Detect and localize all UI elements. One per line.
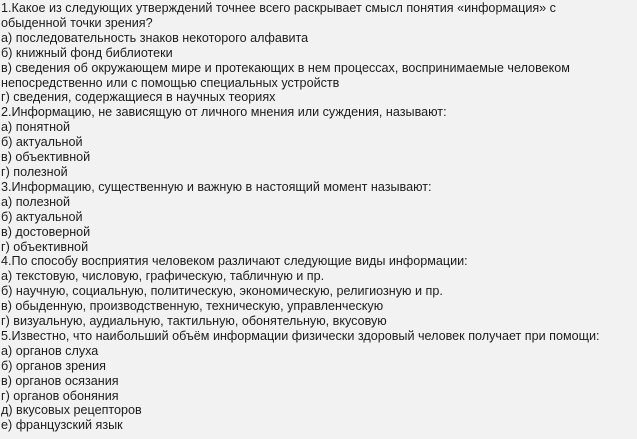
answer-option [1,150,635,165]
answer-option [1,225,635,240]
answer-option-text: б) органов зрения [1,358,106,373]
answer-option [1,31,635,46]
answer-option-text: г) сведения, содержащиеся в научных теориях [1,90,276,105]
answer-option [1,120,635,135]
answer-option [1,195,635,210]
question-text: 4.По способу восприятия человеком различают следующие виды информации: [1,254,468,269]
question-block [1,329,635,433]
answer-option-text: а) понятной [1,120,71,135]
answer-option-text: а) текстовую, числовую, графическую, табличную и пр. [1,269,325,284]
answer-option [1,61,635,91]
answer-option [1,90,635,105]
answer-option [1,389,635,404]
answer-option-text: б) актуальной [1,135,83,150]
answer-option-text: в) достоверной [1,224,91,239]
answer-option-text: а) последовательность знаков некоторого алфавита [1,30,309,45]
answer-option-text: б) научную, социальную, политическую, экономическую, религиозную и пр. [1,284,443,299]
answer-option [1,135,635,150]
answer-option-text: д) вкусовых рецепторов [1,403,142,418]
answer-option-text: е) французский язык [1,418,123,433]
question-text: 3.Информацию, существенную и важную в настоящий момент называют: [1,179,432,194]
answer-option [1,344,635,359]
answer-option [1,240,635,255]
answer-option-text: г) органов обоняния [1,388,119,403]
question-block [1,105,635,180]
quiz-document [1,1,635,433]
answer-option-text: в) обыденную, производственную, техническую, управленческую [1,299,384,314]
answer-option-text: б) книжный фонд библиотеки [1,45,173,60]
answer-option [1,374,635,389]
answer-option [1,299,635,314]
answer-option-text: а) органов слуха [1,343,99,358]
answer-option-text: в) органов осязания [1,373,119,388]
answer-option [1,284,635,299]
answer-option [1,269,635,284]
answer-option [1,314,635,329]
answer-option [1,418,635,433]
question-text: 1.Какое из следующих утверждений точнее всего раскрывает смысл понятия «информация» с [1,1,556,15]
answer-option-text: в) объективной [1,150,91,165]
answer-option [1,165,635,180]
answer-option-text: а) полезной [1,194,71,209]
answer-option [1,210,635,225]
answer-option-text: г) полезной [1,164,68,179]
answer-option-text: г) визуальную, аудиальную, тактильную, обонятельную, вкусовую [1,314,387,329]
answer-option-text: в) сведения об окружающем мире и протекающих в нем процессах, воспринимаемые человеком [1,60,570,75]
question-text: 5.Известно, что наибольший объём информации физически здоровый человек получает при помощи: [1,328,600,343]
question-block [1,254,635,329]
answer-option [1,403,635,418]
question-block [1,180,635,255]
answer-option [1,359,635,374]
question-block [1,1,635,105]
answer-option-text: непосредственно или с помощью специальных устройств [1,75,340,90]
question-text: обыденной точки зрения? [1,15,153,30]
answer-option-text: б) актуальной [1,209,83,224]
answer-option [1,46,635,61]
answer-option-text: г) объективной [1,239,89,254]
question-text: 2.Информацию, не зависящую от личного мнения или суждения, называют: [1,105,447,120]
